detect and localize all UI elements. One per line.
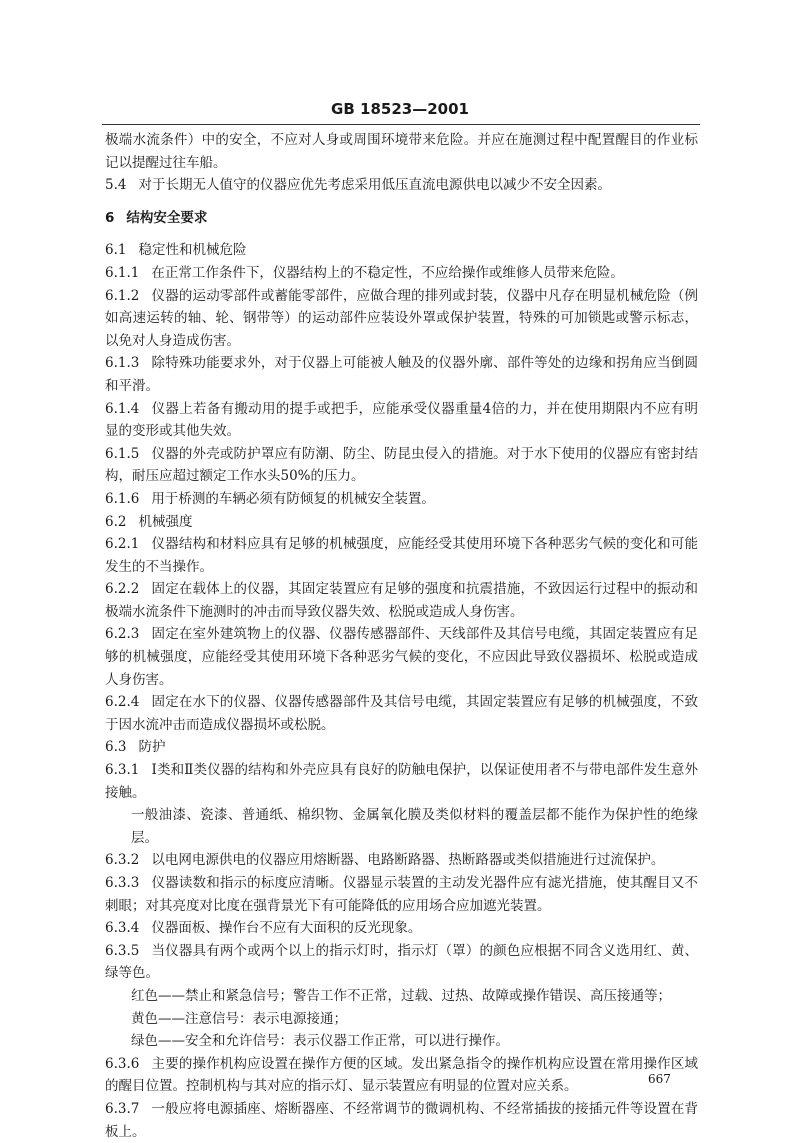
standard-code-header: GB 18523—2001	[331, 100, 469, 118]
clause-6-3: 6.3 防护	[105, 739, 166, 756]
clause-6-3-1: 6.3.1 Ⅰ类和Ⅱ类仪器的结构和外壳应具有良好的防触电保护，以保证使用者不与带电部件发生意外接触。	[105, 762, 698, 801]
clause-6-1-6: 6.1.6 用于桥测的车辆必须有防倾复的机械安全装置。	[105, 490, 435, 507]
clause-6-1-2: 6.1.2 仪器的运动零部件或蓄能零部件，应做合理的排列或封装，仪器中凡存在明显机械危险（例如高速运转的轴、轮、钢带等）的运动部件应装设外罩或保护装置，特殊的可加锁匙或警示标志，以免对人身造成伤害。	[105, 287, 698, 349]
clause-6-1: 6.1 稳定性和机械危险	[105, 242, 247, 259]
clause-6-1-5: 6.1.5 仪器的外壳或防护罩应有防潮、防尘、防昆虫侵入的措施。对于水下使用的仪器应有密封结构，耐压应超过额定工作水头50%的压力。	[105, 445, 698, 485]
header-rule	[102, 124, 700, 125]
clause-6-3-7: 6.3.7 一般应将电源插座、熔断器座、不经常调节的微调机构、不经常插拔的接插元件等设置在背板上。	[105, 1100, 698, 1140]
color-red-definition: 红色——禁止和紧急信号；警告工作不正常，过载、过热、故障或操作错误、高压接通等；	[131, 987, 671, 1004]
clause-6-1-4: 6.1.4 仪器上若备有搬动用的提手或把手，应能承受仪器重量4倍的力，并在使用期限内不应有明显的变形或其他失效。	[105, 400, 698, 440]
section-number: 6	[105, 209, 115, 226]
clause-6-3-5: 6.3.5 当仪器具有两个或两个以上的指示灯时，指示灯（罩）的颜色应根据不同含义选用红、黄、绿等色。	[105, 942, 698, 982]
clause-6-2-4: 6.2.4 固定在水下的仪器、仪器传感器部件及其信号电缆，其固定装置应有足够的机械强度，不致于因水流冲击而造成仪器损坏或松脱。	[105, 694, 698, 733]
page-number: 667	[648, 1072, 671, 1086]
clause-6-1-1: 6.1.1 在正常工作条件下，仪器结构上的不稳定性，不应给操作或维修人员带来危险。	[105, 264, 624, 281]
clause-6-3-3: 6.3.3 仪器读数和指示的标度应清晰。仪器显示装置的主动发光器件应有滤光措施，使其醒目又不刺眼；对其亮度对比度在强背景光下有可能降低的应用场合应加遮光装置。	[105, 875, 698, 914]
clause-6-1-3: 6.1.3 除特殊功能要求外，对于仪器上可能被人触及的仪器外廓、部件等处的边缘和拐角应当倒圆和平滑。	[105, 355, 698, 394]
clause-5-4: 5.4 对于长期无人值守的仪器应优先考虑采用低压直流电源供电以减少不安全因素。	[105, 177, 611, 194]
clause-6-3-4: 6.3.4 仪器面板、操作台不应有大面积的反光现象。	[105, 920, 422, 937]
clause-6-3-2: 6.3.2 以电网电源供电的仪器应用熔断器、电路断路器、热断路器或类似措施进行过流保护。	[105, 852, 665, 869]
clause-6-2: 6.2 机械强度	[105, 513, 193, 530]
clause-6-3-1-note: 一般油漆、瓷漆、普通纸、棉织物、金属氧化膜及类似材料的覆盖层都不能作为保护性的绝缘层。	[131, 807, 698, 846]
paragraph-continued: 极端水流条件）中的安全，不应对人身或周围环境带来危险。并应在施测过程中配置醒目的作业标记以提醒过往车船。	[105, 132, 698, 171]
color-yellow-definition: 黄色——注意信号：表示电源接通；	[131, 1010, 347, 1027]
clause-6-2-1: 6.2.1 仪器结构和材料应具有足够的机械强度，应能经受其使用环境下各种恶劣气候的变化和可能发生的不当操作。	[105, 536, 698, 575]
clause-number: 5.4	[105, 177, 127, 194]
clause-6-3-6: 6.3.6 主要的操作机构应设置在操作方便的区域。发出紧急指令的操作机构应设置在常用操作区域的醒目位置。控制机构与其对应的指示灯、显示装置应有明显的位置对应关系。	[105, 1055, 698, 1095]
section-6-heading: 6 结构安全要求	[105, 209, 208, 226]
document-body	[105, 129, 698, 1143]
clause-6-2-3: 6.2.3 固定在室外建筑物上的仪器、仪器传感器部件、天线部件及其信号电缆，其固定装置应有足够的机械强度，应能经受其使用环境下各种恶劣气候的变化，不应因此导致仪器损坏、松脱或造成人身伤害。	[105, 626, 698, 688]
color-green-definition: 绿色——安全和允许信号：表示仪器工作正常，可以进行操作。	[131, 1033, 509, 1050]
clause-6-2-2: 6.2.2 固定在载体上的仪器，其固定装置应有足够的强度和抗震措施，不致因运行过程中的振动和极端水流条件下施测时的冲击而导致仪器失效、松脱或造成人身伤害。	[105, 581, 698, 620]
